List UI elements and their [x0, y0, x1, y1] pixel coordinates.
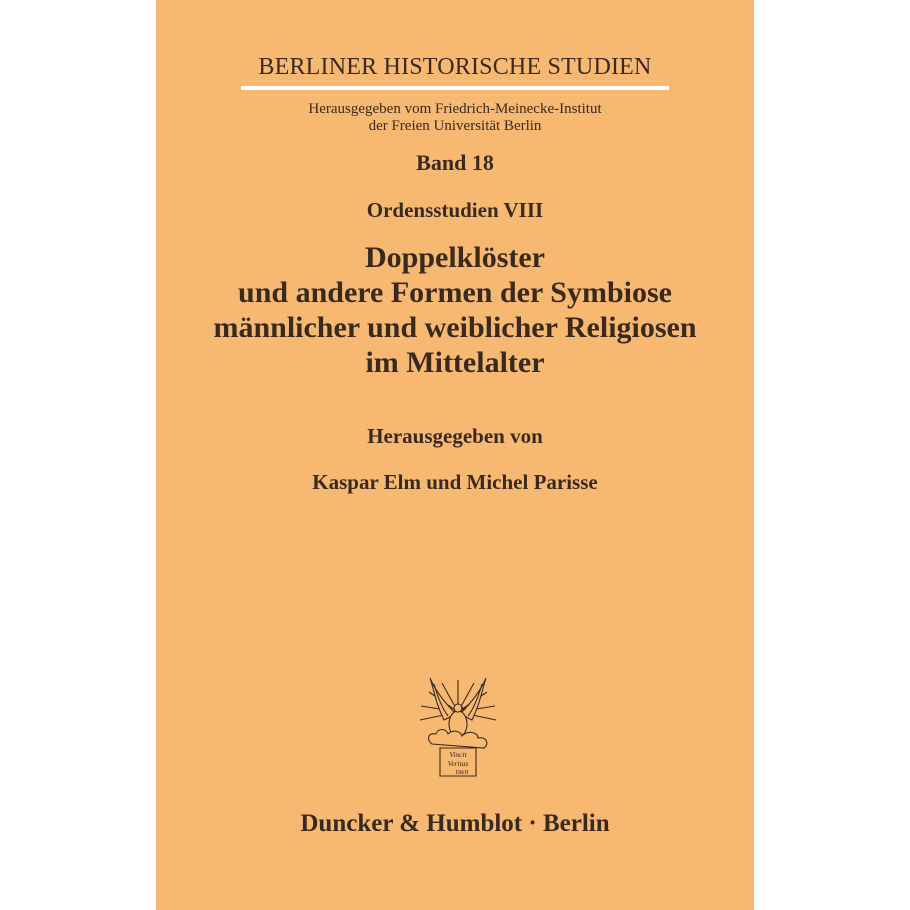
volume-number: Band 18 — [416, 150, 494, 175]
logo-text-vincit: Vincit — [449, 750, 467, 759]
logo-text-veritas: Veritas — [447, 759, 469, 768]
book-title-line-2: und andere Formen der Symbiose — [238, 276, 672, 309]
series-editor-line-2: der Freien Universität Berlin — [368, 118, 542, 134]
publisher-name: Duncker & Humblot · Berlin — [300, 810, 610, 837]
series-title: BERLINER HISTORISCHE STUDIEN — [258, 54, 652, 80]
book-cover — [156, 0, 754, 910]
title-rule — [241, 86, 669, 90]
editors: Kaspar Elm und Michel Parisse — [312, 470, 598, 494]
logo-text-dh: D&H — [455, 770, 469, 776]
book-title-line-1: Doppelklöster — [365, 241, 545, 274]
book-title-line-4: im Mittelalter — [365, 346, 545, 379]
publisher-eagle-logo-icon — [416, 674, 500, 782]
series-editor-line-1: Herausgegeben vom Friedrich-Meinecke-Institut — [308, 101, 602, 117]
subseries-title: Ordensstudien VIII — [366, 198, 544, 222]
book-title-line-3: männlicher und weiblicher Religiosen — [213, 311, 697, 344]
edited-by-label: Herausgegeben von — [367, 424, 543, 448]
